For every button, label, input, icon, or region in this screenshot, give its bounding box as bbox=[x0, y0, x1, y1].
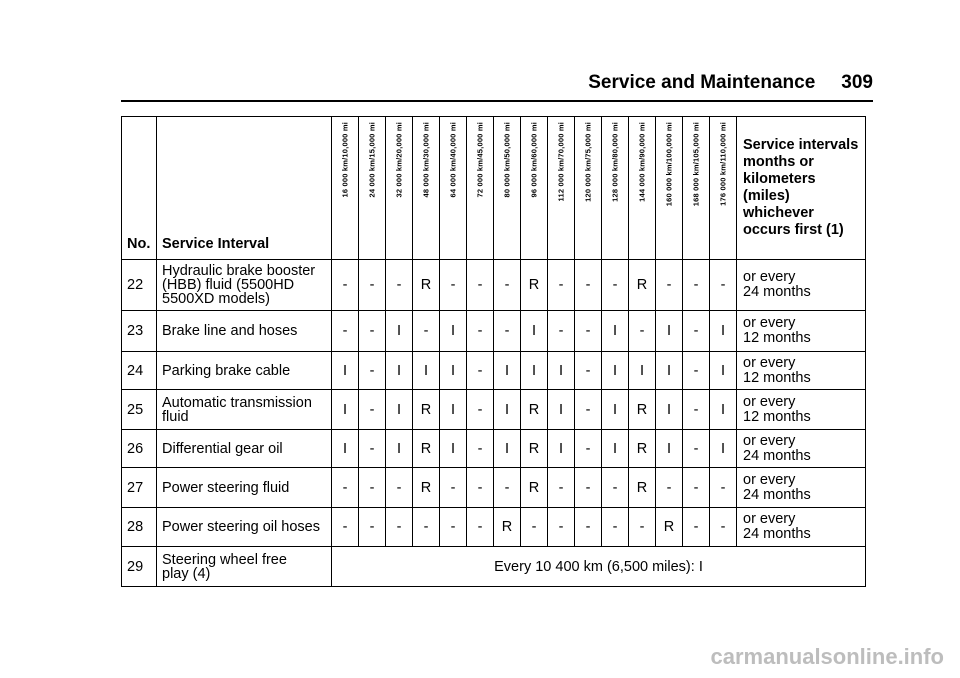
service-mark: R bbox=[629, 390, 656, 430]
service-mark: R bbox=[521, 260, 548, 311]
service-note bbox=[737, 390, 866, 430]
service-note-line: or every bbox=[743, 432, 796, 449]
header-rule bbox=[121, 100, 873, 102]
interval-label: 48 000 km/30,000 mi bbox=[421, 122, 431, 198]
service-name-line: Brake line and hoses bbox=[162, 323, 298, 339]
service-mark: R bbox=[521, 390, 548, 430]
service-mark: - bbox=[575, 430, 602, 468]
service-name-line: Power steering oil hoses bbox=[162, 519, 320, 535]
service-mark: - bbox=[386, 468, 413, 508]
service-mark: - bbox=[359, 260, 386, 311]
header-interval bbox=[386, 117, 413, 260]
service-note bbox=[737, 508, 866, 547]
service-mark: - bbox=[332, 508, 359, 547]
service-mark: I bbox=[710, 311, 737, 352]
service-mark: - bbox=[683, 260, 710, 311]
service-mark: I bbox=[602, 311, 629, 352]
service-name-line: Steering wheel free bbox=[162, 551, 287, 568]
header-no: No. bbox=[122, 117, 157, 260]
service-mark: I bbox=[656, 390, 683, 430]
service-mark: - bbox=[629, 311, 656, 352]
service-mark: I bbox=[440, 390, 467, 430]
header-interval bbox=[440, 117, 467, 260]
service-name bbox=[157, 311, 332, 352]
service-mark: I bbox=[494, 430, 521, 468]
row-number: 29 bbox=[122, 547, 157, 587]
service-mark: I bbox=[386, 430, 413, 468]
service-mark: R bbox=[494, 508, 521, 547]
header-note-line: kilometers bbox=[743, 171, 816, 187]
interval-label: 72 000 km/45,000 mi bbox=[475, 122, 485, 198]
service-mark: - bbox=[359, 508, 386, 547]
interval-span-text: Every 10 400 km (6,500 miles): I bbox=[332, 547, 866, 587]
service-mark: - bbox=[494, 311, 521, 352]
service-note-line: 24 months bbox=[743, 447, 811, 464]
service-mark: R bbox=[629, 468, 656, 508]
row-number: 28 bbox=[122, 508, 157, 547]
service-mark: - bbox=[467, 311, 494, 352]
service-mark: - bbox=[332, 260, 359, 311]
service-mark: I bbox=[413, 352, 440, 390]
service-mark: R bbox=[521, 468, 548, 508]
header-interval bbox=[467, 117, 494, 260]
service-mark: - bbox=[359, 468, 386, 508]
service-mark: - bbox=[359, 430, 386, 468]
header-interval bbox=[683, 117, 710, 260]
service-mark: - bbox=[521, 508, 548, 547]
service-note bbox=[737, 468, 866, 508]
interval-label: 120 000 km/75,000 mi bbox=[583, 122, 593, 202]
interval-label: 168 000 km/105,000 mi bbox=[691, 122, 701, 207]
service-mark: - bbox=[467, 390, 494, 430]
service-mark: I bbox=[548, 430, 575, 468]
service-mark: - bbox=[575, 260, 602, 311]
service-mark: - bbox=[467, 508, 494, 547]
service-mark: - bbox=[683, 430, 710, 468]
header-interval bbox=[575, 117, 602, 260]
service-mark: - bbox=[602, 508, 629, 547]
table-row bbox=[122, 390, 866, 430]
service-mark: - bbox=[332, 311, 359, 352]
service-mark: - bbox=[602, 260, 629, 311]
service-mark: - bbox=[332, 468, 359, 508]
service-note bbox=[737, 311, 866, 352]
service-name-line: fluid bbox=[162, 408, 189, 425]
service-mark: - bbox=[467, 430, 494, 468]
service-name-line: Automatic transmission bbox=[162, 394, 312, 411]
service-note bbox=[737, 352, 866, 390]
service-mark: R bbox=[521, 430, 548, 468]
service-mark: I bbox=[602, 352, 629, 390]
service-name-line: (HBB) fluid (5500HD bbox=[162, 277, 295, 293]
header-interval bbox=[656, 117, 683, 260]
service-note-line: or every bbox=[743, 393, 796, 410]
service-mark: I bbox=[440, 352, 467, 390]
service-note-line: 24 months bbox=[743, 284, 811, 300]
service-mark: - bbox=[656, 260, 683, 311]
header-service-note bbox=[737, 117, 866, 260]
header-interval bbox=[602, 117, 629, 260]
service-mark: I bbox=[602, 430, 629, 468]
service-mark: - bbox=[683, 352, 710, 390]
service-mark: I bbox=[386, 352, 413, 390]
service-mark: I bbox=[656, 352, 683, 390]
service-mark: - bbox=[575, 468, 602, 508]
service-mark: - bbox=[467, 260, 494, 311]
service-mark: - bbox=[683, 390, 710, 430]
service-mark: - bbox=[710, 508, 737, 547]
table-row bbox=[122, 468, 866, 508]
service-mark: - bbox=[683, 311, 710, 352]
service-mark: - bbox=[494, 260, 521, 311]
service-mark: I bbox=[494, 352, 521, 390]
table-row bbox=[122, 547, 866, 587]
service-mark: - bbox=[440, 508, 467, 547]
page-number: 309 bbox=[841, 72, 873, 93]
header-interval bbox=[494, 117, 521, 260]
service-mark: - bbox=[413, 508, 440, 547]
service-mark: R bbox=[413, 260, 440, 311]
service-mark: - bbox=[359, 390, 386, 430]
service-name bbox=[157, 390, 332, 430]
service-mark: I bbox=[548, 390, 575, 430]
interval-label: 96 000 km/60,000 mi bbox=[529, 122, 539, 198]
service-mark: - bbox=[710, 260, 737, 311]
service-mark: - bbox=[467, 352, 494, 390]
service-note-line: or every bbox=[743, 354, 796, 371]
table-header-row bbox=[122, 117, 866, 260]
service-name-line: Differential gear oil bbox=[162, 440, 283, 457]
table-row bbox=[122, 430, 866, 468]
service-name bbox=[157, 260, 332, 311]
service-mark: I bbox=[710, 430, 737, 468]
service-note-line: 24 months bbox=[743, 486, 811, 503]
header-interval bbox=[629, 117, 656, 260]
service-mark: I bbox=[521, 352, 548, 390]
service-mark: R bbox=[413, 430, 440, 468]
service-mark: I bbox=[656, 311, 683, 352]
service-note bbox=[737, 430, 866, 468]
table-row bbox=[122, 508, 866, 547]
row-number: 23 bbox=[122, 311, 157, 352]
service-mark: - bbox=[629, 508, 656, 547]
header-interval bbox=[548, 117, 575, 260]
service-mark: I bbox=[440, 430, 467, 468]
service-mark: - bbox=[575, 352, 602, 390]
service-mark: I bbox=[440, 311, 467, 352]
header-interval bbox=[359, 117, 386, 260]
header-note-line: occurs first (1) bbox=[743, 222, 844, 238]
service-name bbox=[157, 547, 332, 587]
service-mark: - bbox=[683, 508, 710, 547]
service-name bbox=[157, 468, 332, 508]
service-mark: - bbox=[494, 468, 521, 508]
header-interval bbox=[521, 117, 548, 260]
interval-label: 16 000 km/10,000 mi bbox=[340, 122, 350, 198]
service-mark: R bbox=[413, 390, 440, 430]
interval-label: 112 000 km/70,000 mi bbox=[556, 122, 566, 202]
table-row bbox=[122, 352, 866, 390]
service-mark: R bbox=[413, 468, 440, 508]
service-name-line: Power steering fluid bbox=[162, 479, 290, 496]
service-note-line: or every bbox=[743, 315, 796, 331]
row-number: 25 bbox=[122, 390, 157, 430]
service-mark: - bbox=[602, 468, 629, 508]
service-mark: I bbox=[548, 352, 575, 390]
watermark: carmanualsonline.info bbox=[710, 644, 944, 669]
service-mark: I bbox=[386, 311, 413, 352]
interval-label: 160 000 km/100,000 mi bbox=[664, 122, 674, 207]
service-mark: - bbox=[683, 468, 710, 508]
header-note-line: Service intervals bbox=[743, 137, 859, 153]
service-mark: I bbox=[332, 352, 359, 390]
service-mark: I bbox=[629, 352, 656, 390]
service-note-line: or every bbox=[743, 269, 796, 285]
table-row bbox=[122, 311, 866, 352]
service-name-line: play (4) bbox=[162, 565, 211, 582]
service-mark: - bbox=[440, 468, 467, 508]
table-row bbox=[122, 260, 866, 311]
interval-label: 24 000 km/15,000 mi bbox=[367, 122, 377, 198]
service-mark: - bbox=[575, 508, 602, 547]
service-mark: - bbox=[467, 468, 494, 508]
header-service-interval: Service Interval bbox=[157, 117, 332, 260]
page-header bbox=[588, 72, 873, 94]
service-mark: - bbox=[359, 311, 386, 352]
interval-label: 80 000 km/50,000 mi bbox=[502, 122, 512, 198]
header-interval bbox=[710, 117, 737, 260]
service-name bbox=[157, 430, 332, 468]
service-mark: - bbox=[548, 508, 575, 547]
header-interval bbox=[332, 117, 359, 260]
service-mark: I bbox=[494, 390, 521, 430]
service-mark: - bbox=[386, 260, 413, 311]
row-number: 26 bbox=[122, 430, 157, 468]
service-note-line: or every bbox=[743, 471, 796, 488]
service-mark: I bbox=[602, 390, 629, 430]
service-mark: - bbox=[440, 260, 467, 311]
header-interval bbox=[413, 117, 440, 260]
row-number: 27 bbox=[122, 468, 157, 508]
service-mark: - bbox=[548, 468, 575, 508]
service-name-line: Parking brake cable bbox=[162, 362, 291, 379]
service-name-line: 5500XD models) bbox=[162, 291, 270, 307]
service-note-line: 12 months bbox=[743, 369, 811, 386]
service-name-line: Hydraulic brake booster bbox=[162, 263, 316, 279]
service-mark: I bbox=[656, 430, 683, 468]
service-mark: - bbox=[656, 468, 683, 508]
service-note bbox=[737, 260, 866, 311]
interval-label: 128 000 km/80,000 mi bbox=[610, 122, 620, 202]
interval-label: 64 000 km/40,000 mi bbox=[448, 122, 458, 198]
service-mark: R bbox=[629, 260, 656, 311]
service-mark: I bbox=[521, 311, 548, 352]
service-mark: - bbox=[548, 260, 575, 311]
service-note-line: or every bbox=[743, 511, 796, 527]
row-number: 24 bbox=[122, 352, 157, 390]
service-mark: R bbox=[656, 508, 683, 547]
maintenance-schedule-table bbox=[121, 116, 866, 587]
header-note-line: months or bbox=[743, 154, 814, 170]
section-title: Service and Maintenance bbox=[588, 72, 816, 93]
service-mark: - bbox=[575, 311, 602, 352]
service-mark: I bbox=[332, 430, 359, 468]
service-note-line: 12 months bbox=[743, 408, 811, 425]
service-mark: - bbox=[710, 468, 737, 508]
service-mark: I bbox=[710, 352, 737, 390]
service-name bbox=[157, 352, 332, 390]
service-name bbox=[157, 508, 332, 547]
service-mark: - bbox=[413, 311, 440, 352]
service-note-line: 12 months bbox=[743, 330, 811, 346]
service-mark: I bbox=[332, 390, 359, 430]
interval-label: 144 000 km/90,000 mi bbox=[637, 122, 647, 202]
interval-label: 176 000 km/110,000 mi bbox=[718, 122, 728, 206]
service-mark: - bbox=[575, 390, 602, 430]
header-note-line: (miles) bbox=[743, 188, 790, 204]
row-number: 22 bbox=[122, 260, 157, 311]
service-note-line: 24 months bbox=[743, 526, 811, 542]
service-mark: - bbox=[359, 352, 386, 390]
service-mark: I bbox=[710, 390, 737, 430]
service-mark: - bbox=[548, 311, 575, 352]
header-note-line: whichever bbox=[743, 205, 814, 221]
service-mark: I bbox=[386, 390, 413, 430]
interval-label: 32 000 km/20,000 mi bbox=[394, 122, 404, 198]
service-mark: - bbox=[386, 508, 413, 547]
service-mark: R bbox=[629, 430, 656, 468]
